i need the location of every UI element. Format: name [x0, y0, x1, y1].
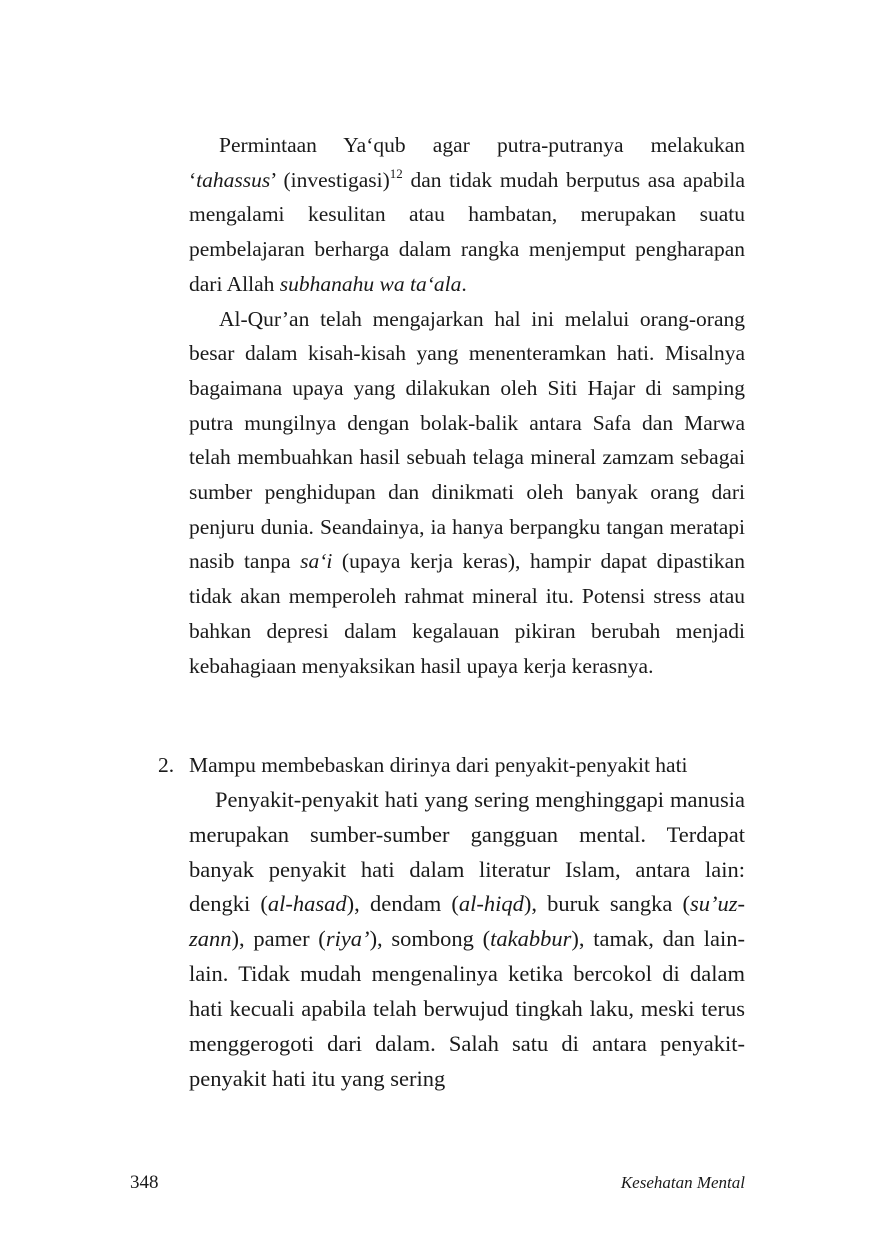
running-title: Kesehatan Mental [620, 1173, 745, 1192]
italic-term: su’uz-zann [189, 891, 745, 952]
page-footer [130, 1172, 745, 1194]
text-run: ), pamer ( [231, 926, 326, 952]
italic-term: al-hasad [267, 891, 347, 917]
text-run: . [461, 271, 467, 296]
italic-term: riya’ [325, 926, 370, 952]
text-run: ’ (investigasi) [270, 167, 390, 192]
text-run: ), buruk sangka ( [523, 891, 690, 917]
list-item-heading [158, 748, 745, 783]
text-run: ), sombong ( [369, 926, 491, 952]
text-run: ), dendam ( [346, 891, 459, 917]
main-text [189, 128, 745, 683]
numbered-list-item [158, 748, 745, 1097]
text-run: ), tamak, dan lain-lain. Tidak mudah mengenalinya ketika bercokol di dalam hati kecuali apabila telah berwujud tingkah laku, meski terus menggerogoti dari dalam. Salah satu di antara penyakit-penyakit hati itu yang sering [189, 926, 746, 1091]
list-heading-text: Mampu membebaskan dirinya dari penyakit-penyakit hati [189, 753, 688, 777]
italic-term: takabbur [490, 926, 572, 952]
list-item-body [189, 783, 745, 1097]
footnote-reference[interactable]: 12 [389, 165, 403, 181]
paragraph-3 [189, 783, 745, 1097]
page-number: 348 [130, 1172, 159, 1193]
italic-term: al-hiqd [458, 891, 524, 917]
text-run: Al-Qur’an telah mengajarkan hal ini melalui orang-orang besar dalam kisah-kisah yang menenteramkan hati. Misalnya bagaimana upaya yang dilakukan oleh Siti Hajar di samping putra mungilnya dengan bolak-balik antara Safa dan Marwa telah membuahkan hasil sebuah telaga mineral zamzam sebagai sumber penghidupan dan dinikmati oleh banyak orang dari penjuru dunia. Seandainya, ia hanya berpangku tangan meratapi nasib tanpa [189, 306, 745, 574]
list-number: 2. [158, 753, 175, 777]
italic-term: sa‘i [300, 549, 333, 574]
text-run: (upaya kerja keras), hampir dapat dipastikan tidak akan memperoleh rahmat mineral itu. Potensi stress atau bahkan depresi dalam kegalauan pikiran berubah menjadi kebahagiaan menyaksikan hasil upaya kerja kerasnya. [189, 549, 745, 678]
text-run: Penyakit-penyakit hati yang sering menghinggapi manusia merupakan sumber-sumber gangguan mental. Terdapat banyak penyakit hati dalam literatur Islam, antara lain: dengki ( [189, 786, 745, 917]
paragraph-1 [189, 128, 745, 302]
text-run: dan tidak mudah berputus asa apabila mengalami kesulitan atau hambatan, merupakan suatu pembelajaran berharga dalam rangka menjemput pengharapan dari Allah [189, 167, 745, 296]
text-run: Permintaan Ya‘qub agar putra-putranya melakukan ‘ [189, 133, 745, 192]
italic-term: tahassus [196, 167, 271, 192]
paragraph-2 [189, 302, 745, 684]
italic-term: subhanahu wa ta‘ala [279, 271, 462, 296]
